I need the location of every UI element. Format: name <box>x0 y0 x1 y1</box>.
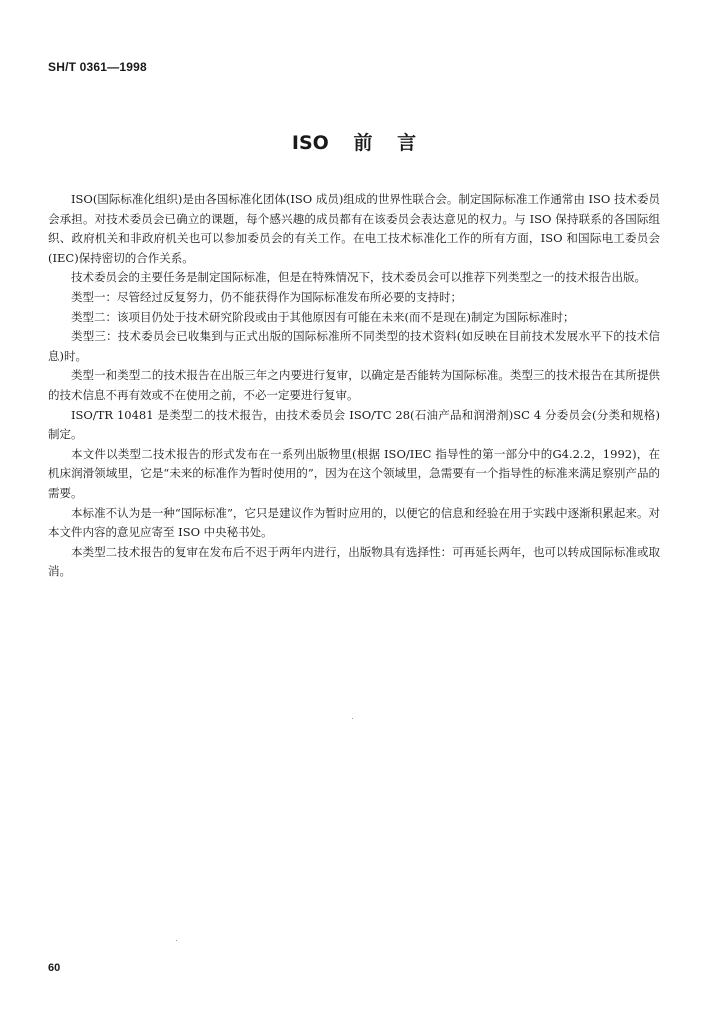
paragraph: 类型三：技术委员会已收集到与正式出版的国际标准所不同类型的技术资料(如反映在目前技术发展水平下的技术信息)时。 <box>48 329 660 363</box>
scan-speck <box>176 940 177 941</box>
page-number: 60 <box>48 962 61 974</box>
title-prefix: ISO <box>291 132 329 154</box>
paragraph: 本类型二技术报告的复审在发布后不迟于两年内进行，出版物具有选择性：可再延长两年，也可以转成国际标准或取消。 <box>48 544 660 579</box>
standard-code: SH/T 0361—1998 <box>48 60 147 74</box>
title-word-2: 言 <box>397 132 417 154</box>
paragraph: ISO/TR 10481 是类型二的技术报告，由技术委员会 ISO/TC 28(石油产品和润滑剂)SC 4 分委员会(分类和规格)制定。 <box>48 407 660 442</box>
paragraph: ISO(国际标准化组织)是由各国标准化团体(ISO 成员)组成的世界性联合会。制定国际标准工作通常由 ISO 技术委员会承担。对技术委员会已确立的课题，每个感兴趣的成员都有在该委员会表达意见的权力。与 ISO 保持联系的各国际组织、政府机关和非政府机关也可以参加委员会的有关工作。在电工技术标准化工作的所有方面，ISO 和国际电工委员会(IEC)保持密切的合作关系。 <box>48 192 660 265</box>
page-title <box>0 128 708 155</box>
paragraph: 本文件以类型二技术报告的形式发布在一系列出版物里(根据 ISO/IEC 指导性的第一部分中的G4.2.2，1992)，在机床润滑领域里，它是“未来的标准作为暂时使用的”，因为在这个领域里，急需要有一个指导性的标准来满足察别产品的需要。 <box>48 446 660 500</box>
title-word-1: 前 <box>353 132 373 154</box>
paragraph: 技术委员会的主要任务是制定国际标准，但是在特殊情况下，技术委员会可以推荐下列类型之一的技术报告出版。 <box>71 270 646 285</box>
foreword-body <box>48 190 660 582</box>
scan-speck <box>352 718 353 719</box>
paragraph: 类型一：尽管经过反复努力，仍不能获得作为国际标准发布所必要的支持时； <box>71 289 462 304</box>
paragraph: 类型二：该项目仍处于技术研究阶段或由于其他原因有可能在未来(而不是现在)制定为国际标准时； <box>71 309 575 324</box>
paragraph: 类型一和类型二的技术报告在出版三年之内要进行复审，以确定是否能转为国际标准。类型三的技术报告在其所提供的技术信息不再有效或不在使用之前，不必一定要进行复审。 <box>48 368 660 402</box>
paragraph: 本标准不认为是一种“国际标准”，它只是建议作为暂时应用的，以便它的信息和经验在用于实践中逐渐积累起来。对本文件内容的意见应寄至 ISO 中央秘书处。 <box>48 505 660 540</box>
